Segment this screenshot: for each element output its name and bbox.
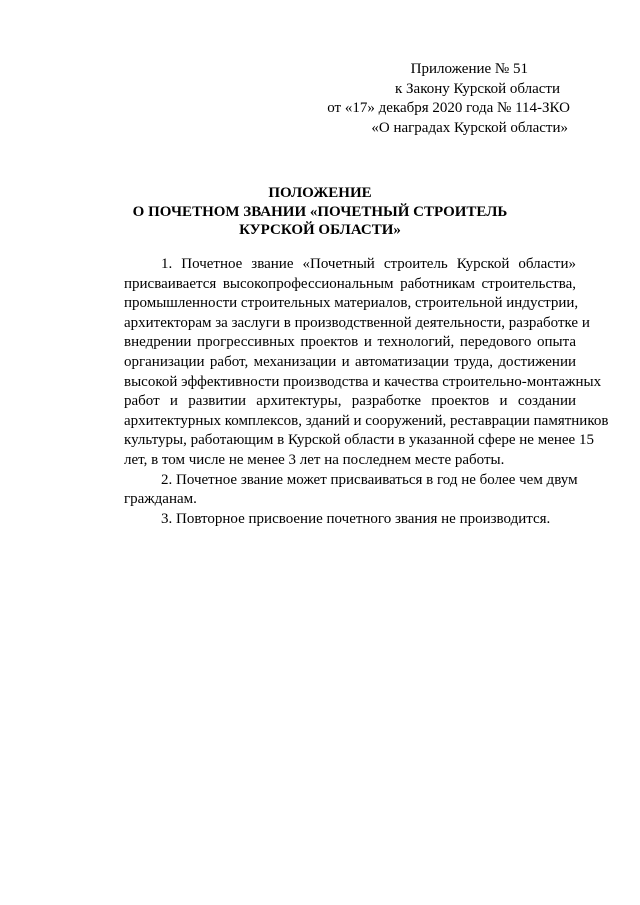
paragraph-line: архитектурных комплексов, зданий и сооружений, реставрации памятников xyxy=(124,412,609,429)
paragraph-line: организации работ, механизации и автоматизации труда, достижении xyxy=(124,353,576,370)
paragraph-1 xyxy=(87,255,609,471)
paragraph-line: гражданам. xyxy=(124,491,197,508)
document-body xyxy=(87,255,609,529)
title-line-2: О ПОЧЕТНОМ ЗВАНИИ «ПОЧЕТНЫЙ СТРОИТЕЛЬ xyxy=(132,203,508,220)
appendix-header xyxy=(300,60,570,138)
paragraph-line: культуры, работающим в Курской области в указанной сфере не менее 15 xyxy=(124,432,594,449)
title-line-3: КУРСКОЙ ОБЛАСТИ» xyxy=(239,222,401,238)
appendix-law-date: от «17» декабря 2020 года № 114-ЗКО xyxy=(327,100,570,116)
document-title xyxy=(60,184,580,240)
paragraph-3 xyxy=(87,510,576,530)
paragraph-line: 1. Почетное звание «Почетный строитель Курской области» xyxy=(161,256,576,272)
paragraph-2 xyxy=(87,471,576,510)
paragraph-line: внедрении прогрессивных проектов и технологий, передового опыта xyxy=(124,334,576,351)
appendix-number: Приложение № 51 xyxy=(410,61,528,77)
appendix-law-ref: к Закону Курской области xyxy=(395,80,560,97)
paragraph-line: 2. Почетное звание может присваиваться в год не более чем двум xyxy=(161,471,578,488)
paragraph-line: присваивается высокопрофессиональным работникам строительства, xyxy=(124,275,576,292)
paragraph-line: архитекторам за заслуги в производственной деятельности, разработке и xyxy=(124,314,590,331)
paragraph-line: промышленности строительных материалов, строительной индустрии, xyxy=(124,295,579,312)
paragraph-line: высокой эффективности производства и качества строительно-монтажных xyxy=(124,373,602,390)
appendix-law-title: «О наградах Курской области» xyxy=(371,119,568,136)
paragraph-line: лет, в том числе не менее 3 лет на последнем месте работы. xyxy=(124,451,505,468)
title-line-1: ПОЛОЖЕНИЕ xyxy=(268,185,372,201)
paragraph-line: 3. Повторное присвоение почетного звания не производится. xyxy=(161,510,551,527)
paragraph-line: работ и развитии архитектуры, разработке проектов и создании xyxy=(124,393,576,410)
